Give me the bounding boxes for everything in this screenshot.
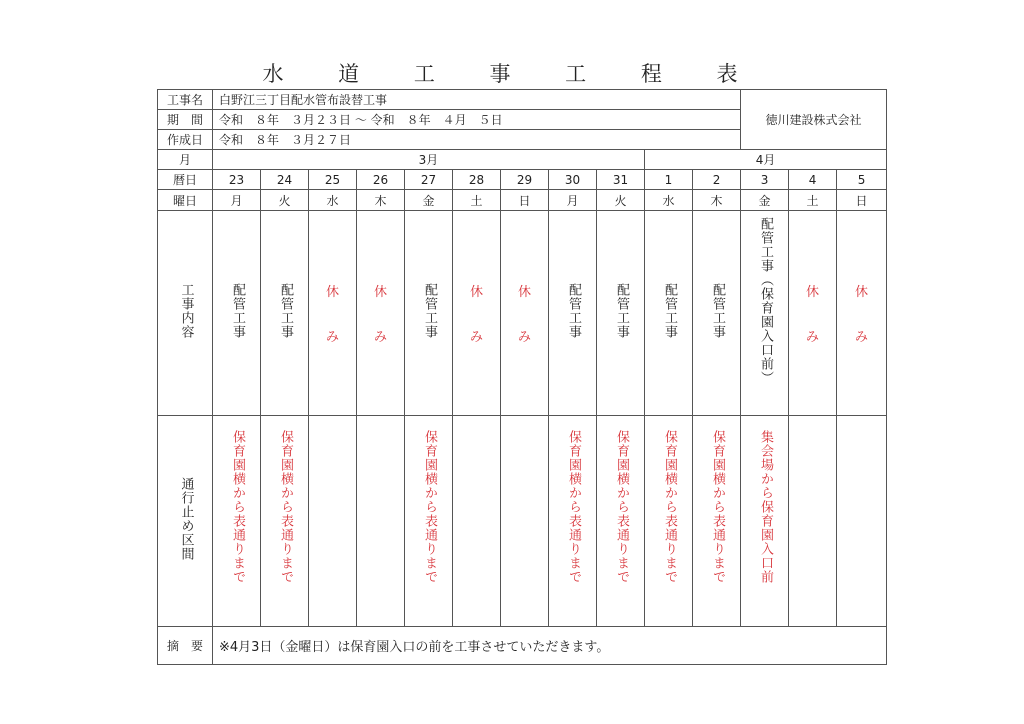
day-cell: 24 [261, 170, 309, 190]
created-label: 作成日 [158, 130, 213, 150]
day-cell: 27 [405, 170, 453, 190]
rest-char: 休 [469, 284, 483, 300]
closure-cell [405, 415, 453, 626]
row-closure [158, 415, 887, 626]
rest-char: 休 [806, 284, 820, 300]
weekday-cell: 木 [357, 190, 405, 210]
day-cell: 5 [837, 170, 887, 190]
work-text: 配管工事 [277, 283, 293, 340]
work-cell [741, 210, 789, 415]
rest-char: み [855, 329, 869, 345]
rest-char: み [806, 329, 820, 345]
rest-day-text [855, 281, 868, 345]
rest-char: み [373, 329, 387, 345]
closure-text: 保育園横から表通りまで [613, 429, 629, 584]
work-text: 配管工事 [613, 283, 629, 340]
closure-text: 保育園横から表通りまで [709, 429, 725, 584]
row-weekdays [158, 190, 887, 210]
closure-label: 通行止め区間 [178, 477, 194, 562]
month-april: 4月 [645, 150, 887, 170]
day-cell: 2 [693, 170, 741, 190]
row-days [158, 170, 887, 190]
day-cell: 4 [789, 170, 837, 190]
work-label: 工事内容 [178, 283, 194, 340]
closure-cell [837, 415, 887, 626]
period-label: 期 間 [158, 110, 213, 130]
day-cell: 23 [213, 170, 261, 190]
work-cell [789, 210, 837, 415]
closure-text: 保育園横から表通りまで [229, 429, 245, 584]
row-month [158, 150, 887, 170]
work-text: 配管工事 [661, 283, 677, 340]
company-name: 徳川建設株式会社 [741, 90, 887, 150]
work-cell [501, 210, 549, 415]
day-cell: 28 [453, 170, 501, 190]
weekday-cell: 月 [549, 190, 597, 210]
closure-text: 保育園横から表通りまで [421, 429, 437, 584]
closure-cell [549, 415, 597, 626]
row-note [158, 626, 887, 664]
weekday-cell: 日 [501, 190, 549, 210]
rest-char: み [325, 329, 339, 345]
rest-char: 休 [855, 284, 869, 300]
work-cell [837, 210, 887, 415]
rest-char: み [517, 329, 531, 345]
weekday-cell: 日 [837, 190, 887, 210]
rest-char: 休 [325, 284, 339, 300]
closure-cell [501, 415, 549, 626]
weekday-cell: 月 [213, 190, 261, 210]
rest-day-text [374, 281, 387, 345]
closure-cell [645, 415, 693, 626]
work-text: 配管工事 [709, 283, 725, 340]
work-cell [261, 210, 309, 415]
weekday-cell: 木 [693, 190, 741, 210]
note-label: 摘 要 [158, 626, 213, 664]
closure-cell [693, 415, 741, 626]
closure-cell [357, 415, 405, 626]
project-name-value: 白野江三丁目配水管布設替工事 [213, 90, 741, 110]
work-cell [597, 210, 645, 415]
closure-text: 集会場から保育園入口前 [758, 429, 774, 584]
month-march: 3月 [213, 150, 645, 170]
work-cell [357, 210, 405, 415]
period-value: 令和 ８年 ３月２３日 ～ 令和 ８年 ４月 ５日 [213, 110, 741, 130]
rest-day-text [470, 281, 483, 345]
closure-cell [453, 415, 501, 626]
project-name-label: 工事名 [158, 90, 213, 110]
weekday-cell: 金 [741, 190, 789, 210]
note-text: ※4月3日（金曜日）は保育園入口の前を工事させていただきます。 [213, 626, 887, 664]
weekday-label: 曜日 [158, 190, 213, 210]
work-text: 配管工事 [421, 283, 437, 340]
rest-day-text [518, 281, 531, 345]
weekday-cell: 水 [645, 190, 693, 210]
rest-day-text [326, 281, 339, 345]
document-title: 水 道 工 事 工 程 表 [262, 62, 762, 86]
weekday-cell: 火 [597, 190, 645, 210]
closure-cell [213, 415, 261, 626]
closure-cell [261, 415, 309, 626]
day-label: 暦日 [158, 170, 213, 190]
weekday-cell: 水 [309, 190, 357, 210]
day-cell: 26 [357, 170, 405, 190]
day-cell: 29 [501, 170, 549, 190]
closure-cell [309, 415, 357, 626]
work-text: 配管工事（保育園入口前） [758, 216, 774, 385]
day-cell: 31 [597, 170, 645, 190]
work-text: 配管工事 [229, 283, 245, 340]
day-cell: 3 [741, 170, 789, 190]
work-cell [213, 210, 261, 415]
closure-text: 保育園横から表通りまで [565, 429, 581, 584]
work-cell [309, 210, 357, 415]
work-label-cell [158, 210, 213, 415]
work-cell [693, 210, 741, 415]
day-cell: 30 [549, 170, 597, 190]
row-work-content [158, 210, 887, 415]
day-cell: 1 [645, 170, 693, 190]
closure-cell [789, 415, 837, 626]
work-cell [453, 210, 501, 415]
row-project-name [158, 90, 887, 110]
rest-day-text [806, 281, 819, 345]
weekday-cell: 金 [405, 190, 453, 210]
month-label: 月 [158, 150, 213, 170]
weekday-cell: 火 [261, 190, 309, 210]
closure-label-cell [158, 415, 213, 626]
schedule-table [157, 89, 887, 665]
weekday-cell: 土 [789, 190, 837, 210]
work-text: 配管工事 [565, 283, 581, 340]
work-cell [405, 210, 453, 415]
rest-char: 休 [373, 284, 387, 300]
closure-text: 保育園横から表通りまで [277, 429, 293, 584]
created-value: 令和 ８年 ３月２７日 [213, 130, 741, 150]
work-cell [645, 210, 693, 415]
closure-cell [741, 415, 789, 626]
day-cell: 25 [309, 170, 357, 190]
rest-char: み [469, 329, 483, 345]
closure-text: 保育園横から表通りまで [661, 429, 677, 584]
closure-cell [597, 415, 645, 626]
rest-char: 休 [517, 284, 531, 300]
work-cell [549, 210, 597, 415]
weekday-cell: 土 [453, 190, 501, 210]
